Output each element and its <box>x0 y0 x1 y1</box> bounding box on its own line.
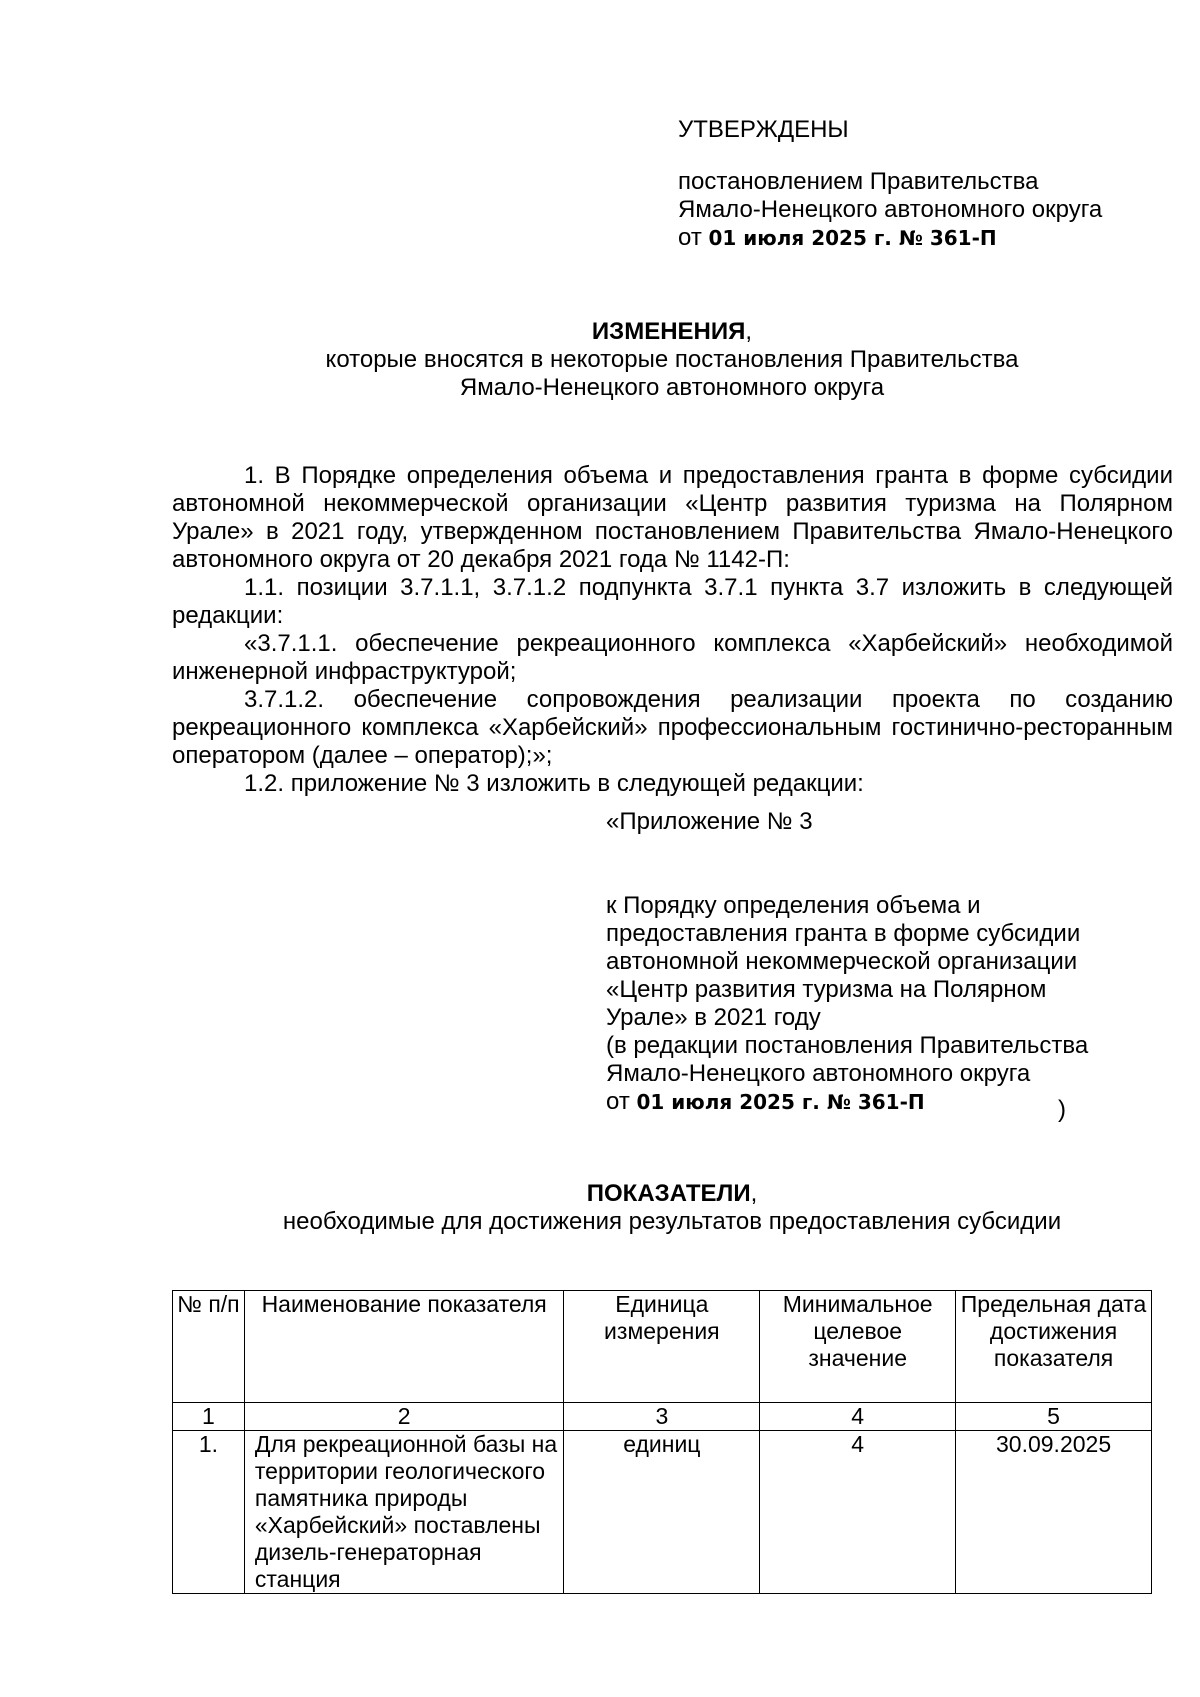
column-number-3: 3 <box>564 1403 760 1431</box>
appendix-line-4: «Центр развития туризма на Полярном <box>606 976 1047 1003</box>
approval-line-1: постановлением Правительства <box>678 168 1039 195</box>
changes-subtitle-1: которые вносятся в некоторые постановления Правительства <box>325 346 1019 373</box>
appendix-line-1: к Порядку определения объема и <box>606 892 981 919</box>
changes-title-suffix: , <box>745 318 753 345</box>
indicators-table <box>172 1290 1152 1594</box>
paragraph-1: 1. В Порядке определения объема и предоставления гранта в форме субсидии автономной некоммерческой организации «Центр развития туризма на Полярном Урале» в 2021 году, утвержденном постановлением Правительства Ямало-Ненецкого автономного округа от 20 декабря 2021 года № 1142-П: <box>172 462 1173 573</box>
column-number-2: 2 <box>244 1403 564 1431</box>
row-1-unit: единиц <box>564 1431 760 1594</box>
row-1-deadline: 30.09.2025 <box>956 1431 1152 1594</box>
changes-heading <box>172 318 1172 402</box>
header-cell-name: Наименование показателя <box>244 1291 564 1403</box>
appendix-date-prefix: от <box>606 1088 630 1115</box>
paragraph-3-7-1-2: 3.7.1.2. обеспечение сопровождения реализации проекта по созданию рекреационного комплекса «Харбейский» профессиональным гостинично-ресторанным оператором (далее – оператор);»; <box>172 686 1173 769</box>
appendix-line-5: Урале» в 2021 году <box>606 1004 821 1031</box>
column-number-5: 5 <box>956 1403 1152 1431</box>
header-cell-unit: Единица измерения <box>564 1291 760 1403</box>
indicators-title: ПОКАЗАТЕЛИ <box>586 1180 751 1207</box>
paragraph-1-2: 1.2. приложение № 3 изложить в следующей редакции: <box>244 770 864 797</box>
appendix-line-2: предоставления гранта в форме субсидии <box>606 920 1081 947</box>
indicators-table-wrap <box>172 1290 1152 1594</box>
header-cell-min-value: Минимальное целевое значение <box>760 1291 956 1403</box>
indicators-title-suffix: , <box>750 1180 758 1207</box>
appendix-block <box>606 892 1166 1116</box>
changes-title: ИЗМЕНЕНИЯ <box>591 318 746 345</box>
appendix-date <box>606 1088 1166 1116</box>
table-header-row <box>173 1291 1152 1403</box>
paragraph-3-7-1-1: «3.7.1.1. обеспечение рекреационного комплекса «Харбейский» необходимой инженерной инфраструктурой; <box>172 630 1173 685</box>
approval-line-2: Ямало-Ненецкого автономного округа <box>678 196 1103 223</box>
paragraph-1-1: 1.1. позиции 3.7.1.1, 3.7.1.2 подпункта 3.7.1 пункта 3.7 изложить в следующей редакции: <box>172 574 1173 629</box>
table-row <box>173 1431 1152 1594</box>
appendix-title: «Приложение № 3 <box>606 808 813 835</box>
header-cell-number: № п/п <box>173 1291 245 1403</box>
table-number-row <box>173 1403 1152 1431</box>
body-text <box>172 462 1173 798</box>
appendix-date-value: 01 июля 2025 г. № 361-П <box>636 1090 925 1114</box>
approval-date <box>678 224 1178 252</box>
indicators-subtitle: необходимые для достижения результатов предоставления субсидии <box>282 1208 1062 1235</box>
row-1-min-value: 4 <box>760 1431 956 1594</box>
approval-title: УТВЕРЖДЕНЫ <box>678 116 849 143</box>
column-number-1: 1 <box>173 1403 245 1431</box>
column-number-4: 4 <box>760 1403 956 1431</box>
approval-date-prefix: от <box>678 224 702 251</box>
header-cell-deadline: Предельная дата достижения показателя <box>956 1291 1152 1403</box>
changes-subtitle-2: Ямало-Ненецкого автономного округа <box>459 374 885 401</box>
approval-date-value: 01 июля 2025 г. № 361-П <box>708 226 997 250</box>
appendix-line-3: автономной некоммерческой организации <box>606 948 1078 975</box>
row-1-number: 1. <box>173 1431 245 1594</box>
row-1-name: Для рекреационной базы на территории геологического памятника природы «Харбейский» поставлены дизель-генераторная станция <box>244 1431 564 1594</box>
appendix-line-7: Ямало-Ненецкого автономного округа <box>606 1060 1031 1087</box>
appendix-close-paren: ) <box>1058 1096 1066 1123</box>
appendix-line-6: (в редакции постановления Правительства <box>606 1032 1089 1059</box>
approval-block <box>678 116 1178 252</box>
indicators-heading <box>172 1180 1172 1236</box>
